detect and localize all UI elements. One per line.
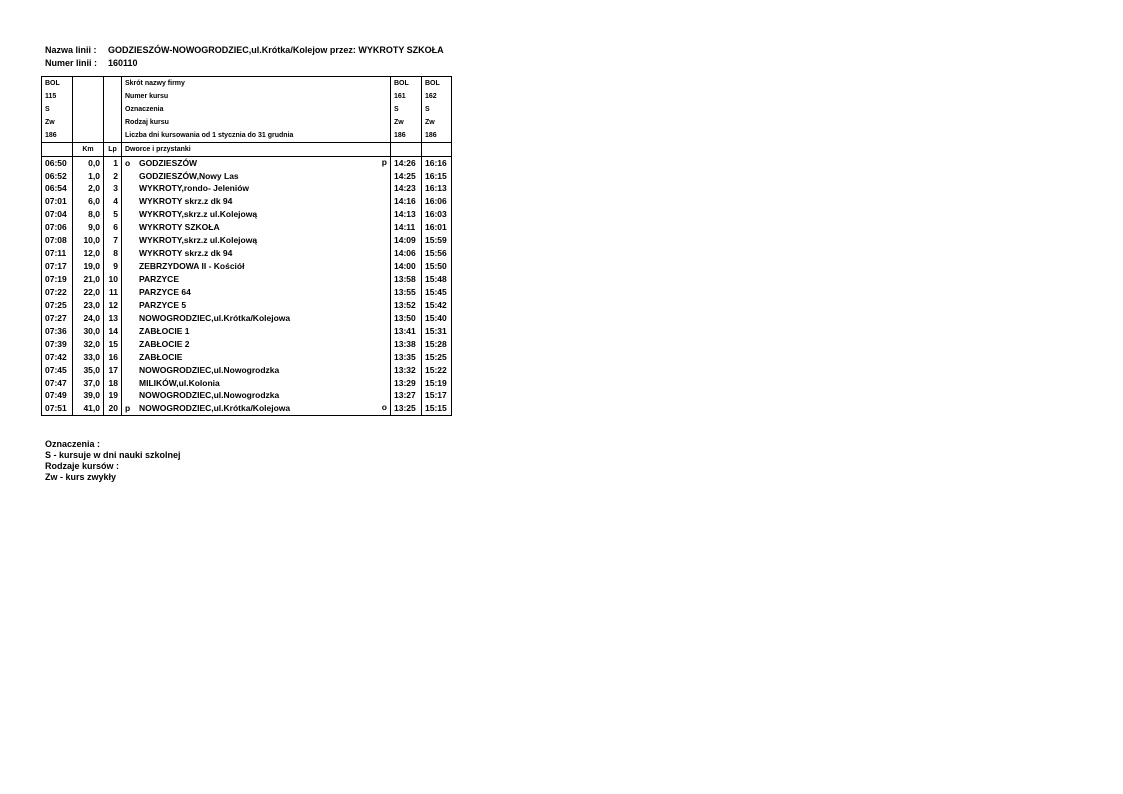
distance-km: 41,0 bbox=[73, 402, 104, 415]
stop-name: PARZYCE 64 bbox=[139, 286, 191, 297]
stop-cell bbox=[122, 247, 391, 260]
meta-left-cell: 186 bbox=[42, 129, 73, 142]
meta-row bbox=[42, 129, 452, 142]
departure-time-course-161: 13:32 bbox=[391, 364, 422, 377]
departure-time-course-162: 15:42 bbox=[422, 299, 452, 312]
header-empty-cell bbox=[42, 142, 73, 156]
departure-time-course-161: 14:26 bbox=[391, 156, 422, 169]
stop-cell bbox=[122, 170, 391, 183]
departure-time-course-162: 15:31 bbox=[422, 325, 452, 338]
departure-time-course-161: 14:06 bbox=[391, 247, 422, 260]
stop-number: 2 bbox=[104, 170, 122, 183]
meta-course2-cell: BOL bbox=[422, 77, 452, 90]
stop-number: 18 bbox=[104, 377, 122, 390]
departure-time-course-162: 16:15 bbox=[422, 170, 452, 183]
stop-suffix-mark: o bbox=[381, 402, 387, 413]
stop-name: WYKROTY,skrz.z ul.Kolejową bbox=[139, 235, 258, 246]
stop-number: 17 bbox=[104, 364, 122, 377]
departure-time-course-161: 14:23 bbox=[391, 183, 422, 196]
stop-cell bbox=[122, 221, 391, 234]
departure-time-course-115: 07:25 bbox=[42, 299, 73, 312]
departure-time-course-115: 07:36 bbox=[42, 325, 73, 338]
stop-name: ZABŁOCIE 1 bbox=[139, 325, 190, 336]
departure-time-course-115: 06:54 bbox=[42, 183, 73, 196]
distance-km: 0,0 bbox=[73, 156, 104, 169]
stop-number: 13 bbox=[104, 312, 122, 325]
line-name bbox=[45, 45, 444, 55]
meta-empty-cell bbox=[104, 116, 122, 129]
stop-row bbox=[42, 234, 452, 247]
stop-name: WYKROTY,rondo- Jeleniów bbox=[139, 183, 250, 194]
departure-time-course-162: 15:48 bbox=[422, 273, 452, 286]
stop-number: 14 bbox=[104, 325, 122, 338]
meta-course2-cell: 162 bbox=[422, 90, 452, 103]
stop-row bbox=[42, 299, 452, 312]
departure-time-course-115: 07:39 bbox=[42, 338, 73, 351]
stop-cell bbox=[122, 183, 391, 196]
departure-time-course-161: 14:00 bbox=[391, 260, 422, 273]
stop-number: 11 bbox=[104, 286, 122, 299]
departure-time-course-161: 13:38 bbox=[391, 338, 422, 351]
distance-km: 19,0 bbox=[73, 260, 104, 273]
departure-time-course-162: 16:16 bbox=[422, 156, 452, 169]
stop-name: ZEBRZYDOWA II - Kościół bbox=[139, 261, 245, 272]
stop-name: WYKROTY,skrz.z ul.Kolejową bbox=[139, 209, 258, 220]
stop-number: 20 bbox=[104, 402, 122, 415]
line-name-label: Nazwa linii : bbox=[45, 45, 97, 55]
departure-time-course-161: 14:11 bbox=[391, 221, 422, 234]
stop-number: 3 bbox=[104, 183, 122, 196]
meta-left-cell: 115 bbox=[42, 90, 73, 103]
meta-label-cell: Oznaczenia bbox=[122, 103, 391, 116]
stop-cell bbox=[122, 260, 391, 273]
departure-time-course-161: 14:25 bbox=[391, 170, 422, 183]
stop-cell bbox=[122, 338, 391, 351]
stop-prefix-mark: o bbox=[125, 157, 131, 168]
departure-time-course-162: 15:45 bbox=[422, 286, 452, 299]
stop-number: 10 bbox=[104, 273, 122, 286]
course-kinds-item: Zw - kurs zwykły bbox=[45, 472, 117, 482]
stop-name: PARZYCE bbox=[139, 274, 179, 285]
departure-time-course-162: 15:22 bbox=[422, 364, 452, 377]
stop-cell bbox=[122, 312, 391, 325]
distance-km: 6,0 bbox=[73, 195, 104, 208]
distance-km: 35,0 bbox=[73, 364, 104, 377]
departure-time-course-162: 15:15 bbox=[422, 402, 452, 415]
departure-time-course-161: 13:41 bbox=[391, 325, 422, 338]
departure-time-course-115: 07:01 bbox=[42, 195, 73, 208]
meta-empty-cell bbox=[73, 129, 104, 142]
departure-time-course-162: 15:17 bbox=[422, 390, 452, 403]
stop-cell bbox=[122, 377, 391, 390]
stop-number: 15 bbox=[104, 338, 122, 351]
departure-time-course-115: 06:52 bbox=[42, 170, 73, 183]
meta-course1-cell: 186 bbox=[391, 129, 422, 142]
distance-km: 10,0 bbox=[73, 234, 104, 247]
stop-name: WYKROTY skrz.z dk 94 bbox=[139, 248, 233, 259]
meta-empty-cell bbox=[104, 77, 122, 90]
stop-row bbox=[42, 247, 452, 260]
distance-km: 12,0 bbox=[73, 247, 104, 260]
stop-cell bbox=[122, 325, 391, 338]
departure-time-course-162: 16:01 bbox=[422, 221, 452, 234]
stop-name: PARZYCE 5 bbox=[139, 299, 187, 310]
stop-row bbox=[42, 260, 452, 273]
stop-name: ZABŁOCIE bbox=[139, 351, 183, 362]
stop-number: 8 bbox=[104, 247, 122, 260]
meta-label-cell: Liczba dni kursowania od 1 stycznia do 31 grudnia bbox=[122, 129, 391, 142]
departure-time-course-161: 14:16 bbox=[391, 195, 422, 208]
stop-name: NOWOGRODZIEC,ul.Nowogrodzka bbox=[139, 390, 280, 401]
distance-km: 9,0 bbox=[73, 221, 104, 234]
stop-cell bbox=[122, 195, 391, 208]
stop-row bbox=[42, 351, 452, 364]
departure-time-course-161: 13:35 bbox=[391, 351, 422, 364]
departure-time-course-161: 13:29 bbox=[391, 377, 422, 390]
stop-cell bbox=[122, 286, 391, 299]
departure-time-course-115: 07:04 bbox=[42, 208, 73, 221]
meta-course1-cell: 161 bbox=[391, 90, 422, 103]
header-empty-cell bbox=[391, 142, 422, 156]
departure-time-course-161: 14:13 bbox=[391, 208, 422, 221]
stop-suffix-mark: p bbox=[381, 156, 387, 167]
distance-km: 32,0 bbox=[73, 338, 104, 351]
meta-empty-cell bbox=[104, 103, 122, 116]
departure-time-course-162: 15:25 bbox=[422, 351, 452, 364]
distance-km: 2,0 bbox=[73, 183, 104, 196]
stop-row bbox=[42, 183, 452, 196]
meta-label-cell: Numer kursu bbox=[122, 90, 391, 103]
meta-row bbox=[42, 77, 452, 90]
distance-km: 21,0 bbox=[73, 273, 104, 286]
stop-cell bbox=[122, 299, 391, 312]
distance-km: 33,0 bbox=[73, 351, 104, 364]
header-empty-cell bbox=[422, 142, 452, 156]
departure-time-course-115: 07:22 bbox=[42, 286, 73, 299]
stops-header: Dworce i przystanki bbox=[122, 142, 391, 156]
stop-number: 4 bbox=[104, 195, 122, 208]
markings-item: S - kursuje w dni nauki szkolnej bbox=[45, 450, 181, 460]
km-header: Km bbox=[73, 142, 104, 156]
departure-time-course-162: 15:59 bbox=[422, 234, 452, 247]
meta-empty-cell bbox=[73, 116, 104, 129]
course-kinds-title: Rodzaje kursów : bbox=[45, 461, 120, 471]
meta-empty-cell bbox=[73, 90, 104, 103]
stop-row bbox=[42, 390, 452, 403]
departure-time-course-161: 13:52 bbox=[391, 299, 422, 312]
stop-cell bbox=[122, 234, 391, 247]
departure-time-course-162: 15:50 bbox=[422, 260, 452, 273]
stop-row bbox=[42, 338, 452, 351]
departure-time-course-115: 07:49 bbox=[42, 390, 73, 403]
stop-name: WYKROTY SZKOŁA bbox=[139, 222, 220, 233]
stop-cell bbox=[122, 273, 391, 286]
stop-name: WYKROTY skrz.z dk 94 bbox=[139, 196, 233, 207]
departure-time-course-162: 15:56 bbox=[422, 247, 452, 260]
meta-empty-cell bbox=[73, 77, 104, 90]
stop-number: 5 bbox=[104, 208, 122, 221]
stop-row bbox=[42, 312, 452, 325]
stop-cell bbox=[122, 351, 391, 364]
line-number-label: Numer linii : bbox=[45, 58, 98, 68]
distance-km: 37,0 bbox=[73, 377, 104, 390]
line-number bbox=[45, 58, 138, 68]
departure-time-course-162: 15:40 bbox=[422, 312, 452, 325]
departure-time-course-161: 13:58 bbox=[391, 273, 422, 286]
stop-row bbox=[42, 364, 452, 377]
meta-row bbox=[42, 116, 452, 129]
stop-row bbox=[42, 156, 452, 169]
departure-time-course-115: 07:27 bbox=[42, 312, 73, 325]
stop-row bbox=[42, 286, 452, 299]
stop-row bbox=[42, 208, 452, 221]
stop-cell bbox=[122, 208, 391, 221]
stop-number: 6 bbox=[104, 221, 122, 234]
stop-name: MILIKÓW,ul.Kolonia bbox=[139, 377, 220, 388]
timetable bbox=[41, 76, 452, 416]
departure-time-course-115: 07:19 bbox=[42, 273, 73, 286]
stop-number: 12 bbox=[104, 299, 122, 312]
meta-empty-cell bbox=[104, 90, 122, 103]
stop-name: GODZIESZÓW bbox=[139, 157, 198, 168]
stop-cell bbox=[122, 402, 391, 415]
departure-time-course-161: 13:27 bbox=[391, 390, 422, 403]
meta-row bbox=[42, 90, 452, 103]
departure-time-course-162: 15:28 bbox=[422, 338, 452, 351]
departure-time-course-115: 06:50 bbox=[42, 156, 73, 169]
distance-km: 22,0 bbox=[73, 286, 104, 299]
stop-cell bbox=[122, 156, 391, 169]
departure-time-course-115: 07:42 bbox=[42, 351, 73, 364]
stop-prefix-mark: p bbox=[125, 403, 131, 414]
stop-row bbox=[42, 402, 452, 415]
departure-time-course-161: 13:50 bbox=[391, 312, 422, 325]
departure-time-course-162: 16:06 bbox=[422, 195, 452, 208]
departure-time-course-115: 07:08 bbox=[42, 234, 73, 247]
stop-cell bbox=[122, 390, 391, 403]
distance-km: 8,0 bbox=[73, 208, 104, 221]
stop-name: NOWOGRODZIEC,ul.Krótka/Kolejowa bbox=[139, 312, 291, 323]
stop-row bbox=[42, 195, 452, 208]
meta-course2-cell: Zw bbox=[422, 116, 452, 129]
meta-course1-cell: Zw bbox=[391, 116, 422, 129]
stop-number: 1 bbox=[104, 156, 122, 169]
stop-name: NOWOGRODZIEC,ul.Krótka/Kolejowa bbox=[139, 403, 291, 414]
meta-course1-cell: BOL bbox=[391, 77, 422, 90]
meta-row bbox=[42, 103, 452, 116]
stop-row bbox=[42, 221, 452, 234]
meta-course1-cell: S bbox=[391, 103, 422, 116]
departure-time-course-161: 13:55 bbox=[391, 286, 422, 299]
stop-row bbox=[42, 273, 452, 286]
departure-time-course-161: 14:09 bbox=[391, 234, 422, 247]
meta-left-cell: Zw bbox=[42, 116, 73, 129]
stop-number: 7 bbox=[104, 234, 122, 247]
markings-title: Oznaczenia : bbox=[45, 439, 101, 449]
departure-time-course-115: 07:47 bbox=[42, 377, 73, 390]
departure-time-course-161: 13:25 bbox=[391, 402, 422, 415]
meta-left-cell: S bbox=[42, 103, 73, 116]
distance-km: 23,0 bbox=[73, 299, 104, 312]
distance-km: 39,0 bbox=[73, 390, 104, 403]
departure-time-course-115: 07:45 bbox=[42, 364, 73, 377]
stop-number: 16 bbox=[104, 351, 122, 364]
stop-name: GODZIESZÓW,Nowy Las bbox=[139, 170, 239, 181]
departure-time-course-162: 15:19 bbox=[422, 377, 452, 390]
departure-time-course-162: 16:03 bbox=[422, 208, 452, 221]
distance-km: 1,0 bbox=[73, 170, 104, 183]
departure-time-course-115: 07:11 bbox=[42, 247, 73, 260]
line-number-value: 160110 bbox=[108, 58, 138, 68]
stop-cell bbox=[122, 364, 391, 377]
meta-left-cell: BOL bbox=[42, 77, 73, 90]
column-header-row bbox=[42, 142, 452, 156]
stop-name: ZABŁOCIE 2 bbox=[139, 338, 190, 349]
stop-row bbox=[42, 377, 452, 390]
meta-empty-cell bbox=[104, 129, 122, 142]
stop-number: 9 bbox=[104, 260, 122, 273]
stop-name: NOWOGRODZIEC,ul.Nowogrodzka bbox=[139, 364, 280, 375]
meta-empty-cell bbox=[73, 103, 104, 116]
departure-time-course-162: 16:13 bbox=[422, 183, 452, 196]
departure-time-course-115: 07:06 bbox=[42, 221, 73, 234]
departure-time-course-115: 07:51 bbox=[42, 402, 73, 415]
stop-row bbox=[42, 325, 452, 338]
line-name-value: GODZIESZÓW-NOWOGRODZIEC,ul.Krótka/Kolejow przez: WYKROTY SZKOŁA bbox=[108, 45, 444, 55]
lp-header: Lp bbox=[104, 142, 122, 156]
distance-km: 24,0 bbox=[73, 312, 104, 325]
meta-course2-cell: 186 bbox=[422, 129, 452, 142]
distance-km: 30,0 bbox=[73, 325, 104, 338]
meta-label-cell: Skrót nazwy firmy bbox=[122, 77, 391, 90]
timetable-body bbox=[42, 77, 452, 416]
meta-course2-cell: S bbox=[422, 103, 452, 116]
stop-row bbox=[42, 170, 452, 183]
meta-label-cell: Rodzaj kursu bbox=[122, 116, 391, 129]
departure-time-course-115: 07:17 bbox=[42, 260, 73, 273]
stop-number: 19 bbox=[104, 390, 122, 403]
